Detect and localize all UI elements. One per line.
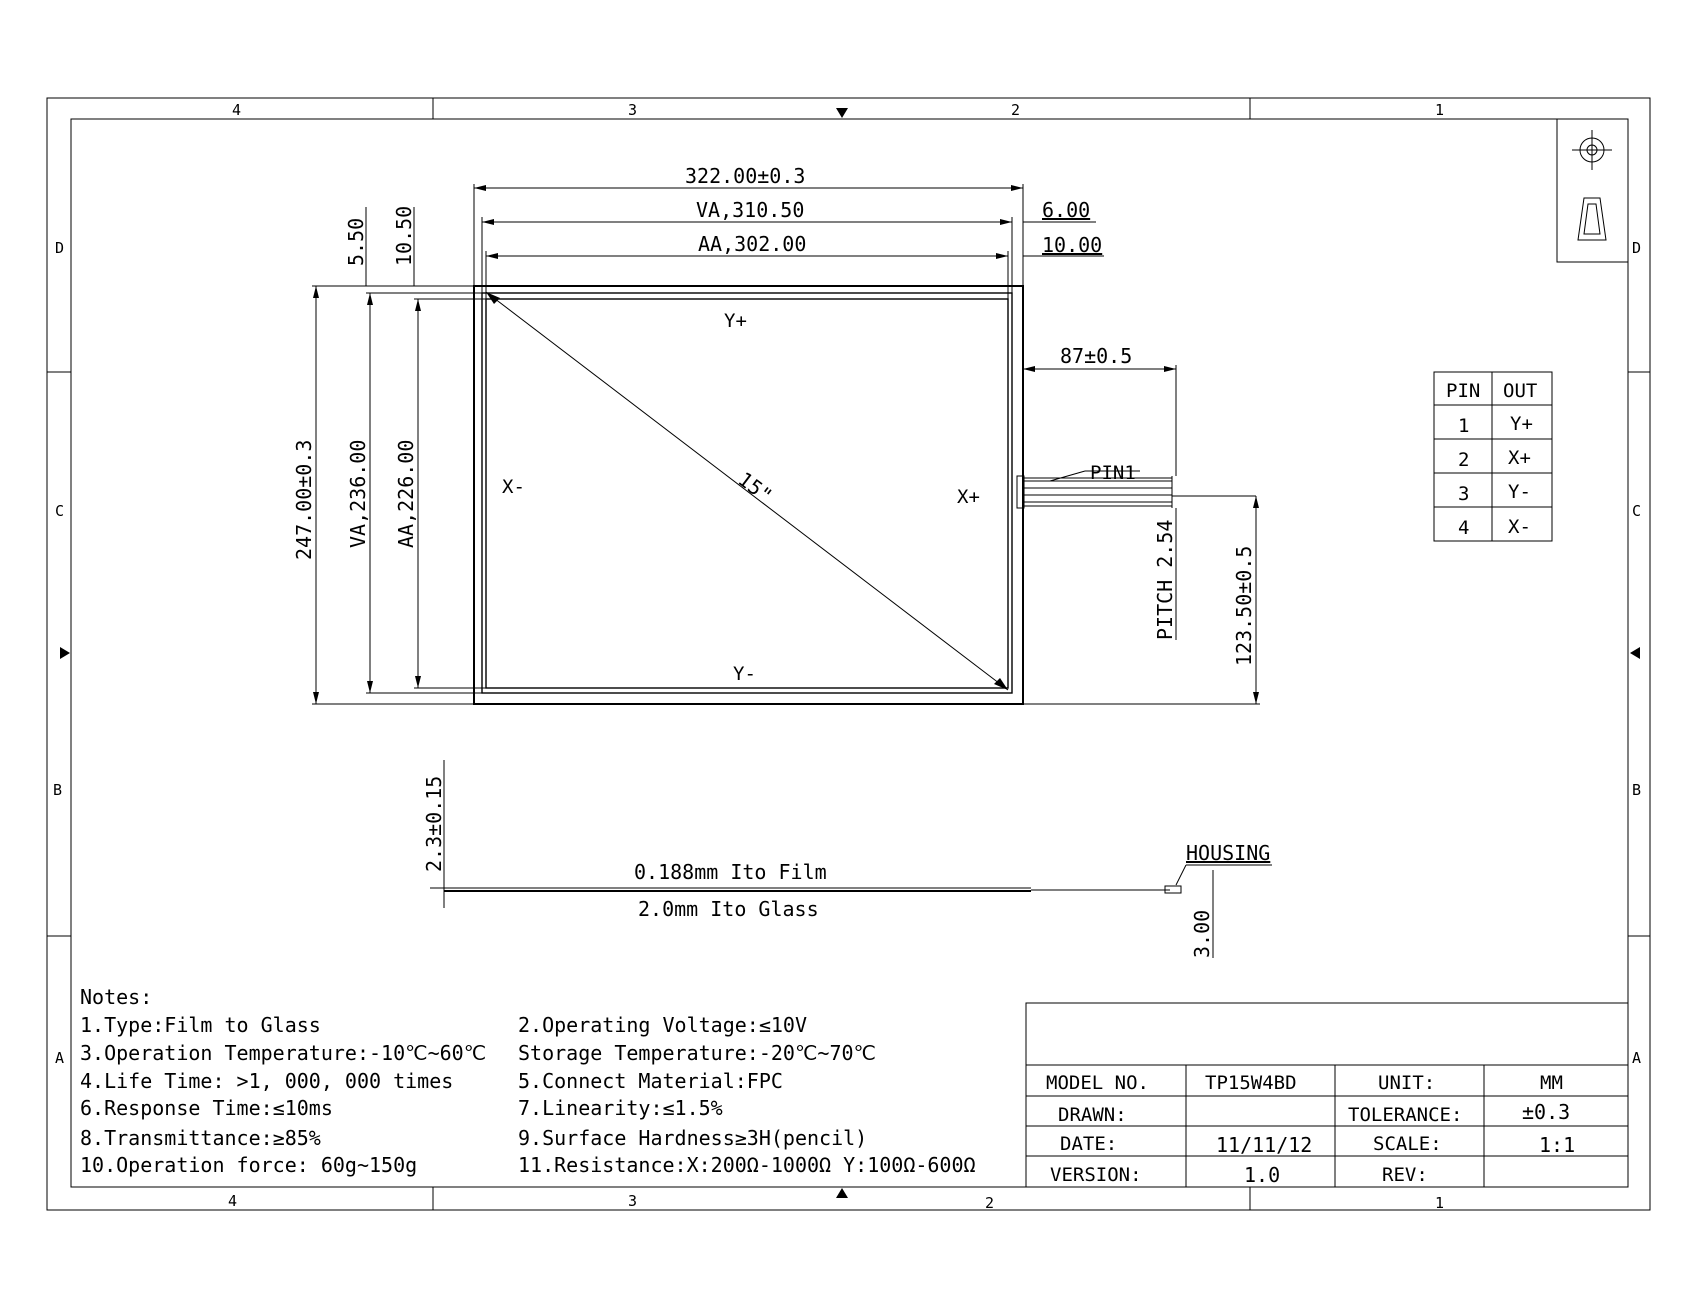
title-tolerance-label: TOLERANCE: xyxy=(1348,1104,1463,1126)
note-3-storage: Storage Temperature:-20℃~70℃ xyxy=(518,1041,876,1065)
pin-table-row-1-pin: 1 xyxy=(1458,415,1470,437)
note-4: 4.Life Time: >1, 000, 000 times xyxy=(80,1069,454,1093)
projection-symbol xyxy=(1557,119,1628,262)
dim-va-height: VA,236.00 xyxy=(346,439,370,548)
title-block xyxy=(1026,1003,1628,1187)
title-version-value: 1.0 xyxy=(1244,1163,1281,1187)
zone-col-top-3: 2 xyxy=(1011,101,1021,119)
dim-right-margin-aa: 10.00 xyxy=(1042,233,1103,257)
electrode-x-plus: X+ xyxy=(957,486,980,508)
zone-col-bottom-2: 3 xyxy=(628,1192,638,1210)
title-scale-value: 1:1 xyxy=(1539,1133,1576,1157)
dim-va-width: VA,310.50 xyxy=(696,198,805,222)
dim-pitch: PITCH 2.54 xyxy=(1153,519,1177,640)
title-unit-value: MM xyxy=(1540,1072,1563,1094)
title-model-label: MODEL NO. xyxy=(1046,1072,1149,1094)
pin-table-header-out: OUT xyxy=(1503,380,1538,402)
pin-table-row-4-pin: 4 xyxy=(1458,517,1470,539)
zone-row-right-2: C xyxy=(1632,502,1642,520)
pin-table-row-3-pin: 3 xyxy=(1458,483,1470,505)
dim-top-margin-aa: 10.50 xyxy=(392,205,416,266)
dim-housing-height: 3.00 xyxy=(1190,909,1214,958)
dim-right-margin-va: 6.00 xyxy=(1042,198,1091,222)
dim-top-margin-va: 5.50 xyxy=(344,217,368,266)
note-11: 11.Resistance:X:200Ω-1000Ω Y:100Ω-600Ω xyxy=(518,1153,976,1177)
dim-aa-height: AA,226.00 xyxy=(394,439,418,548)
housing-label: HOUSING xyxy=(1186,841,1271,865)
zone-row-right-4: A xyxy=(1632,1049,1642,1067)
truncated-cone-icon xyxy=(1578,198,1606,240)
zone-col-top-2: 3 xyxy=(628,101,638,119)
pin-table-row-2-out: X+ xyxy=(1508,447,1531,469)
note-1: 1.Type:Film to Glass xyxy=(80,1013,321,1037)
notes-block xyxy=(80,985,976,1177)
zone-row-left-4: A xyxy=(55,1049,65,1067)
title-version-label: VERSION: xyxy=(1050,1164,1142,1186)
note-6: 6.Response Time:≤10ms xyxy=(80,1096,333,1120)
bottom-center-arrow-icon xyxy=(836,1188,848,1198)
note-2: 2.Operating Voltage:≤10V xyxy=(518,1013,807,1037)
note-10: 10.Operation force: 60g~150g xyxy=(80,1153,418,1177)
zone-row-right-3: B xyxy=(1632,781,1642,799)
note-5: 5.Connect Material:FPC xyxy=(518,1069,783,1093)
dim-aa-width: AA,302.00 xyxy=(698,232,807,256)
note-7: 7.Linearity:≤1.5% xyxy=(518,1096,723,1120)
title-drawn-label: DRAWN: xyxy=(1058,1104,1127,1126)
pin-table-row-4-out: X- xyxy=(1508,516,1531,538)
left-center-arrow-icon xyxy=(60,647,70,659)
dim-thickness: 2.3±0.15 xyxy=(422,775,446,872)
pin-table xyxy=(1434,372,1552,541)
top-dimensions xyxy=(474,164,1104,299)
zone-col-bottom-1: 4 xyxy=(228,1192,238,1210)
title-date-label: DATE: xyxy=(1060,1133,1118,1155)
glass-label: 2.0mm Ito Glass xyxy=(638,897,819,921)
note-3: 3.Operation Temperature:-10℃~60℃ xyxy=(80,1041,487,1065)
zone-col-bottom-4: 1 xyxy=(1435,1194,1445,1212)
right-center-arrow-icon xyxy=(1630,647,1640,659)
top-center-arrow-icon xyxy=(836,108,848,118)
note-8: 8.Transmittance:≥85% xyxy=(80,1126,321,1150)
title-scale-label: SCALE: xyxy=(1373,1133,1442,1155)
film-label: 0.188mm Ito Film xyxy=(634,860,827,884)
title-unit-label: UNIT: xyxy=(1378,1072,1436,1094)
electrode-y-minus: Y- xyxy=(733,663,756,685)
title-model-value: TP15W4BD xyxy=(1205,1072,1297,1094)
zone-col-top-4: 1 xyxy=(1435,101,1445,119)
left-dimensions xyxy=(292,206,1023,704)
pin-table-row-3-out: Y- xyxy=(1508,481,1531,503)
zone-col-top-1: 4 xyxy=(232,101,242,119)
pin-table-row-2-pin: 2 xyxy=(1458,449,1470,471)
title-rev-label: REV: xyxy=(1382,1164,1428,1186)
electrode-y-plus: Y+ xyxy=(724,310,747,332)
dim-overall-width: 322.00±0.3 xyxy=(685,164,806,188)
zone-row-right-1: D xyxy=(1632,239,1642,257)
zone-row-left-1: D xyxy=(55,239,65,257)
dim-tail-position: 123.50±0.5 xyxy=(1232,545,1256,666)
zone-row-left-3: B xyxy=(53,781,63,799)
pin-table-header-pin: PIN xyxy=(1446,380,1481,402)
electrode-x-minus: X- xyxy=(502,476,525,498)
touch-panel-side-view xyxy=(422,760,1272,958)
zone-row-left-2: C xyxy=(55,502,65,520)
note-9: 9.Surface Hardness≥3H(pencil) xyxy=(518,1126,868,1150)
title-tolerance-value: ±0.3 xyxy=(1522,1100,1571,1124)
diagonal-label: 15" xyxy=(733,466,777,508)
dim-tail-length: 87±0.5 xyxy=(1060,344,1133,368)
zone-col-bottom-3: 2 xyxy=(985,1194,995,1212)
dim-overall-height: 247.00±0.3 xyxy=(292,439,316,560)
notes-heading: Notes: xyxy=(80,985,153,1009)
pin1-label: PIN1 xyxy=(1090,462,1136,484)
target-crosshair-icon xyxy=(1572,130,1612,170)
pin-table-row-1-out: Y+ xyxy=(1510,413,1533,435)
title-date-value: 11/11/12 xyxy=(1216,1133,1313,1157)
tail-dimensions xyxy=(1023,344,1260,704)
